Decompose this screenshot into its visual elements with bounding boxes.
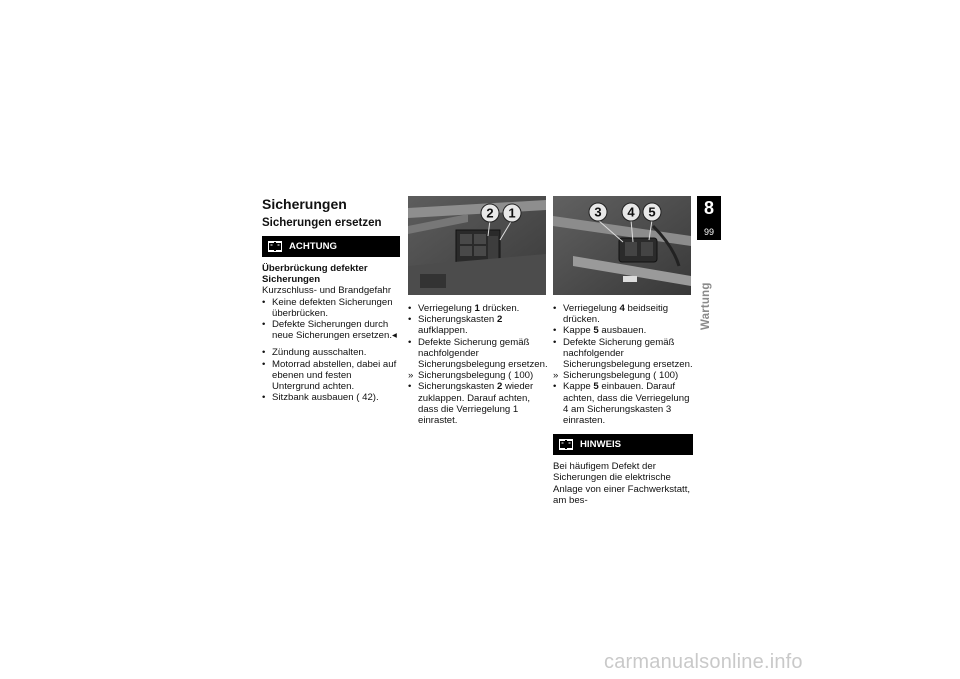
callout-3: 3	[594, 204, 602, 220]
callout-5: 5	[648, 204, 656, 220]
warning-list	[262, 297, 400, 342]
chapter-title: Wartung	[700, 282, 712, 330]
column-left	[262, 196, 400, 403]
note-bar	[553, 434, 693, 455]
warning-book-icon	[268, 241, 282, 252]
fuse-box-photo	[408, 196, 546, 295]
callout-4: 4	[627, 204, 635, 220]
note-label: HINWEIS	[580, 439, 622, 451]
note-book-icon	[559, 439, 573, 450]
list-item: • Defekte Sicherungen durch neue Sicherungen ersetzen.◂	[262, 319, 397, 342]
section-subtitle: Sicherungen ersetzen	[262, 217, 382, 229]
list-item: • Defekte Sicherung gemäß nachfolgender Sicherungsbelegung ersetzen.	[553, 336, 693, 371]
list-item: » Sicherungsbelegung ( 100)	[553, 370, 679, 382]
list-item: • Sitzbank ausbauen ( 42).	[262, 392, 379, 404]
note-text: Bei häufigem Defekt der Sicherungen die elektrische Anlage von einer Fachwerkstatt, am bes-	[553, 461, 691, 506]
fuse-cap-photo	[553, 196, 691, 295]
list-item: • Verriegelung 1 drücken.	[408, 303, 520, 314]
list-item: » Sicherungsbelegung ( 100)	[408, 370, 534, 382]
list-item: • Sicherungskasten 2 wieder zuklappen. Darauf achten, dass die Verriegelung 1 einrastet.	[408, 381, 534, 427]
section-title: Sicherungen	[262, 196, 347, 212]
list-item: • Verriegelung 4 beidseitig drücken.	[553, 303, 669, 326]
list-item: • Sicherungskasten 2 aufklappen.	[408, 314, 503, 337]
warning-label: ACHTUNG	[289, 240, 337, 252]
warning-bar	[262, 236, 400, 257]
list-item: • Motorrad abstellen, dabei auf ebenen und festen Untergrund achten.	[262, 358, 397, 393]
column-right	[553, 196, 693, 506]
page-number: 99	[703, 227, 714, 237]
end-mark-icon: ◂	[392, 330, 397, 342]
column-middle	[408, 196, 548, 426]
chapter-number: 8	[703, 198, 714, 218]
list-item: • Kappe 5 einbauen. Darauf achten, dass die Verriegelung 4 am Sicherungskasten 3 einrasten.	[553, 381, 690, 427]
watermark: carmanualsonline.info	[604, 651, 803, 673]
steps-list	[408, 303, 548, 426]
list-item: • Zündung ausschalten.	[262, 347, 367, 359]
callout-2: 2	[486, 205, 494, 221]
callout-1: 1	[508, 205, 516, 221]
steps-list	[262, 347, 400, 403]
list-item: • Defekte Sicherung gemäß nachfolgender Sicherungsbelegung ersetzen.	[408, 336, 548, 371]
steps-list	[553, 303, 693, 426]
warning-lead: Kurzschluss- und Brandgefahr	[262, 285, 392, 297]
list-item: • Kappe 5 ausbauen.	[553, 325, 647, 337]
list-item: • Keine defekten Sicherungen überbrücken.	[262, 296, 393, 319]
warning-heading: Überbrückung defekter Sicherungen	[262, 263, 368, 286]
